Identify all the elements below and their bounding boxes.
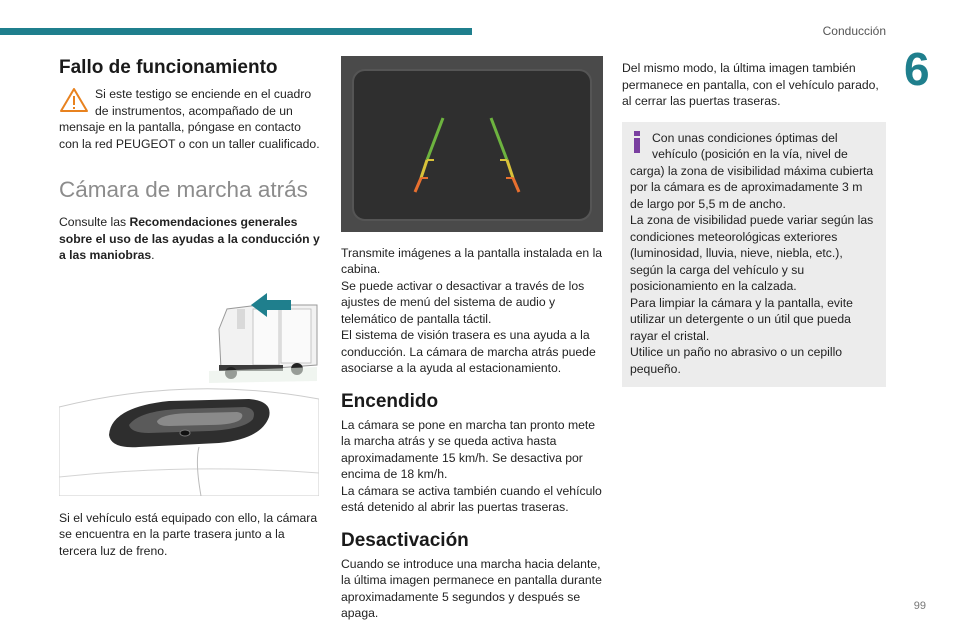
van-camera-illustration bbox=[59, 287, 319, 496]
fallo-text: Si este testigo se enciende en el cuadro de instrumentos, acompañado de un mensaje en la pantalla, póngase en contacto con la red PEUGEOT o con un taller cualificado. bbox=[59, 87, 320, 151]
camera-caption: Si el vehículo está equipado con ello, la cámara se encuentra en la parte trasera junto a la tercera luz de freno. bbox=[59, 510, 318, 558]
chapter-color-bar bbox=[0, 28, 472, 35]
chapter-number: 6 bbox=[904, 43, 930, 95]
fallo-paragraph bbox=[59, 86, 323, 152]
info-box bbox=[622, 122, 886, 388]
transmite-line-3: El sistema de visión trasera es una ayuda a la conducción. La cámara de marcha atrás puede asociarse a la ayuda al estacionamiento. bbox=[341, 328, 596, 375]
encendido-line-2: La cámara se activa también cuando el vehículo está detenido al abrir las puertas traseras. bbox=[341, 483, 602, 514]
column-middle bbox=[341, 56, 603, 622]
desactivacion-text: Cuando se introduce una marcha hacia delante, la última imagen permanece en pantalla durante aproximadamente 5 segundos y después se apaga. bbox=[341, 556, 602, 620]
section-title: Conducción bbox=[822, 24, 886, 38]
rear-camera-screen-image bbox=[341, 56, 603, 232]
consulte-prefix: Consulte las bbox=[59, 215, 130, 229]
column-left bbox=[59, 56, 323, 559]
intro-text: Del mismo modo, la última imagen también permanece en pantalla, con el vehículo parado, al cerrar las puertas traseras. bbox=[622, 61, 879, 108]
camara-heading: Cámara de marcha atrás bbox=[59, 177, 308, 202]
info-line-1: Con unas condiciones óptimas del vehículo (posición en la vía, nivel de carga) la zona de visibilidad máxima cubierta por la cámara es de aproximadamente 3 m de largo por 5,5 m de ancho. bbox=[630, 130, 874, 211]
van-thumbnail bbox=[209, 305, 317, 383]
transmite-line-1: Transmite imágenes a la pantalla instalada en la cabina. bbox=[341, 245, 603, 276]
consulte-paragraph bbox=[59, 214, 323, 264]
encendido-heading: Encendido bbox=[341, 390, 439, 412]
info-icon bbox=[630, 131, 644, 153]
fallo-heading: Fallo de funcionamiento bbox=[59, 57, 278, 78]
transmite-line-2: Se puede activar o desactivar a través de los ajustes de menú del sistema de audio y telemático de pantalla táctil. bbox=[341, 278, 585, 326]
column-right bbox=[622, 56, 886, 387]
info-line-3: Para limpiar la cámara y la pantalla, evite utilizar un detergente o un útil que pueda rayar el cristal. bbox=[630, 295, 853, 343]
encendido-line-1: La cámara se pone en marcha tan pronto mete la marcha atrás y se queda activa hasta aproximadamente 15 km/h. Se desactiva por encima de 18 km/h. bbox=[341, 417, 596, 481]
consulte-link: Recomendaciones generales sobre el uso de las ayudas a la conducción y a las maniobras bbox=[59, 215, 320, 262]
page-number: 99 bbox=[913, 600, 926, 612]
info-line-2: La zona de visibilidad puede variar según las condiciones meteorológicas exteriores (luminosidad, lluvia, nieve, niebla, etc.), según la carga del vehículo y su posicionamiento en la calzada. bbox=[630, 213, 874, 293]
consulte-suffix: . bbox=[151, 248, 155, 262]
desactivacion-heading: Desactivación bbox=[341, 529, 469, 551]
warning-triangle-icon bbox=[59, 87, 89, 113]
info-line-4: Utilice un paño no abrasivo o un cepillo pequeño. bbox=[630, 345, 843, 376]
